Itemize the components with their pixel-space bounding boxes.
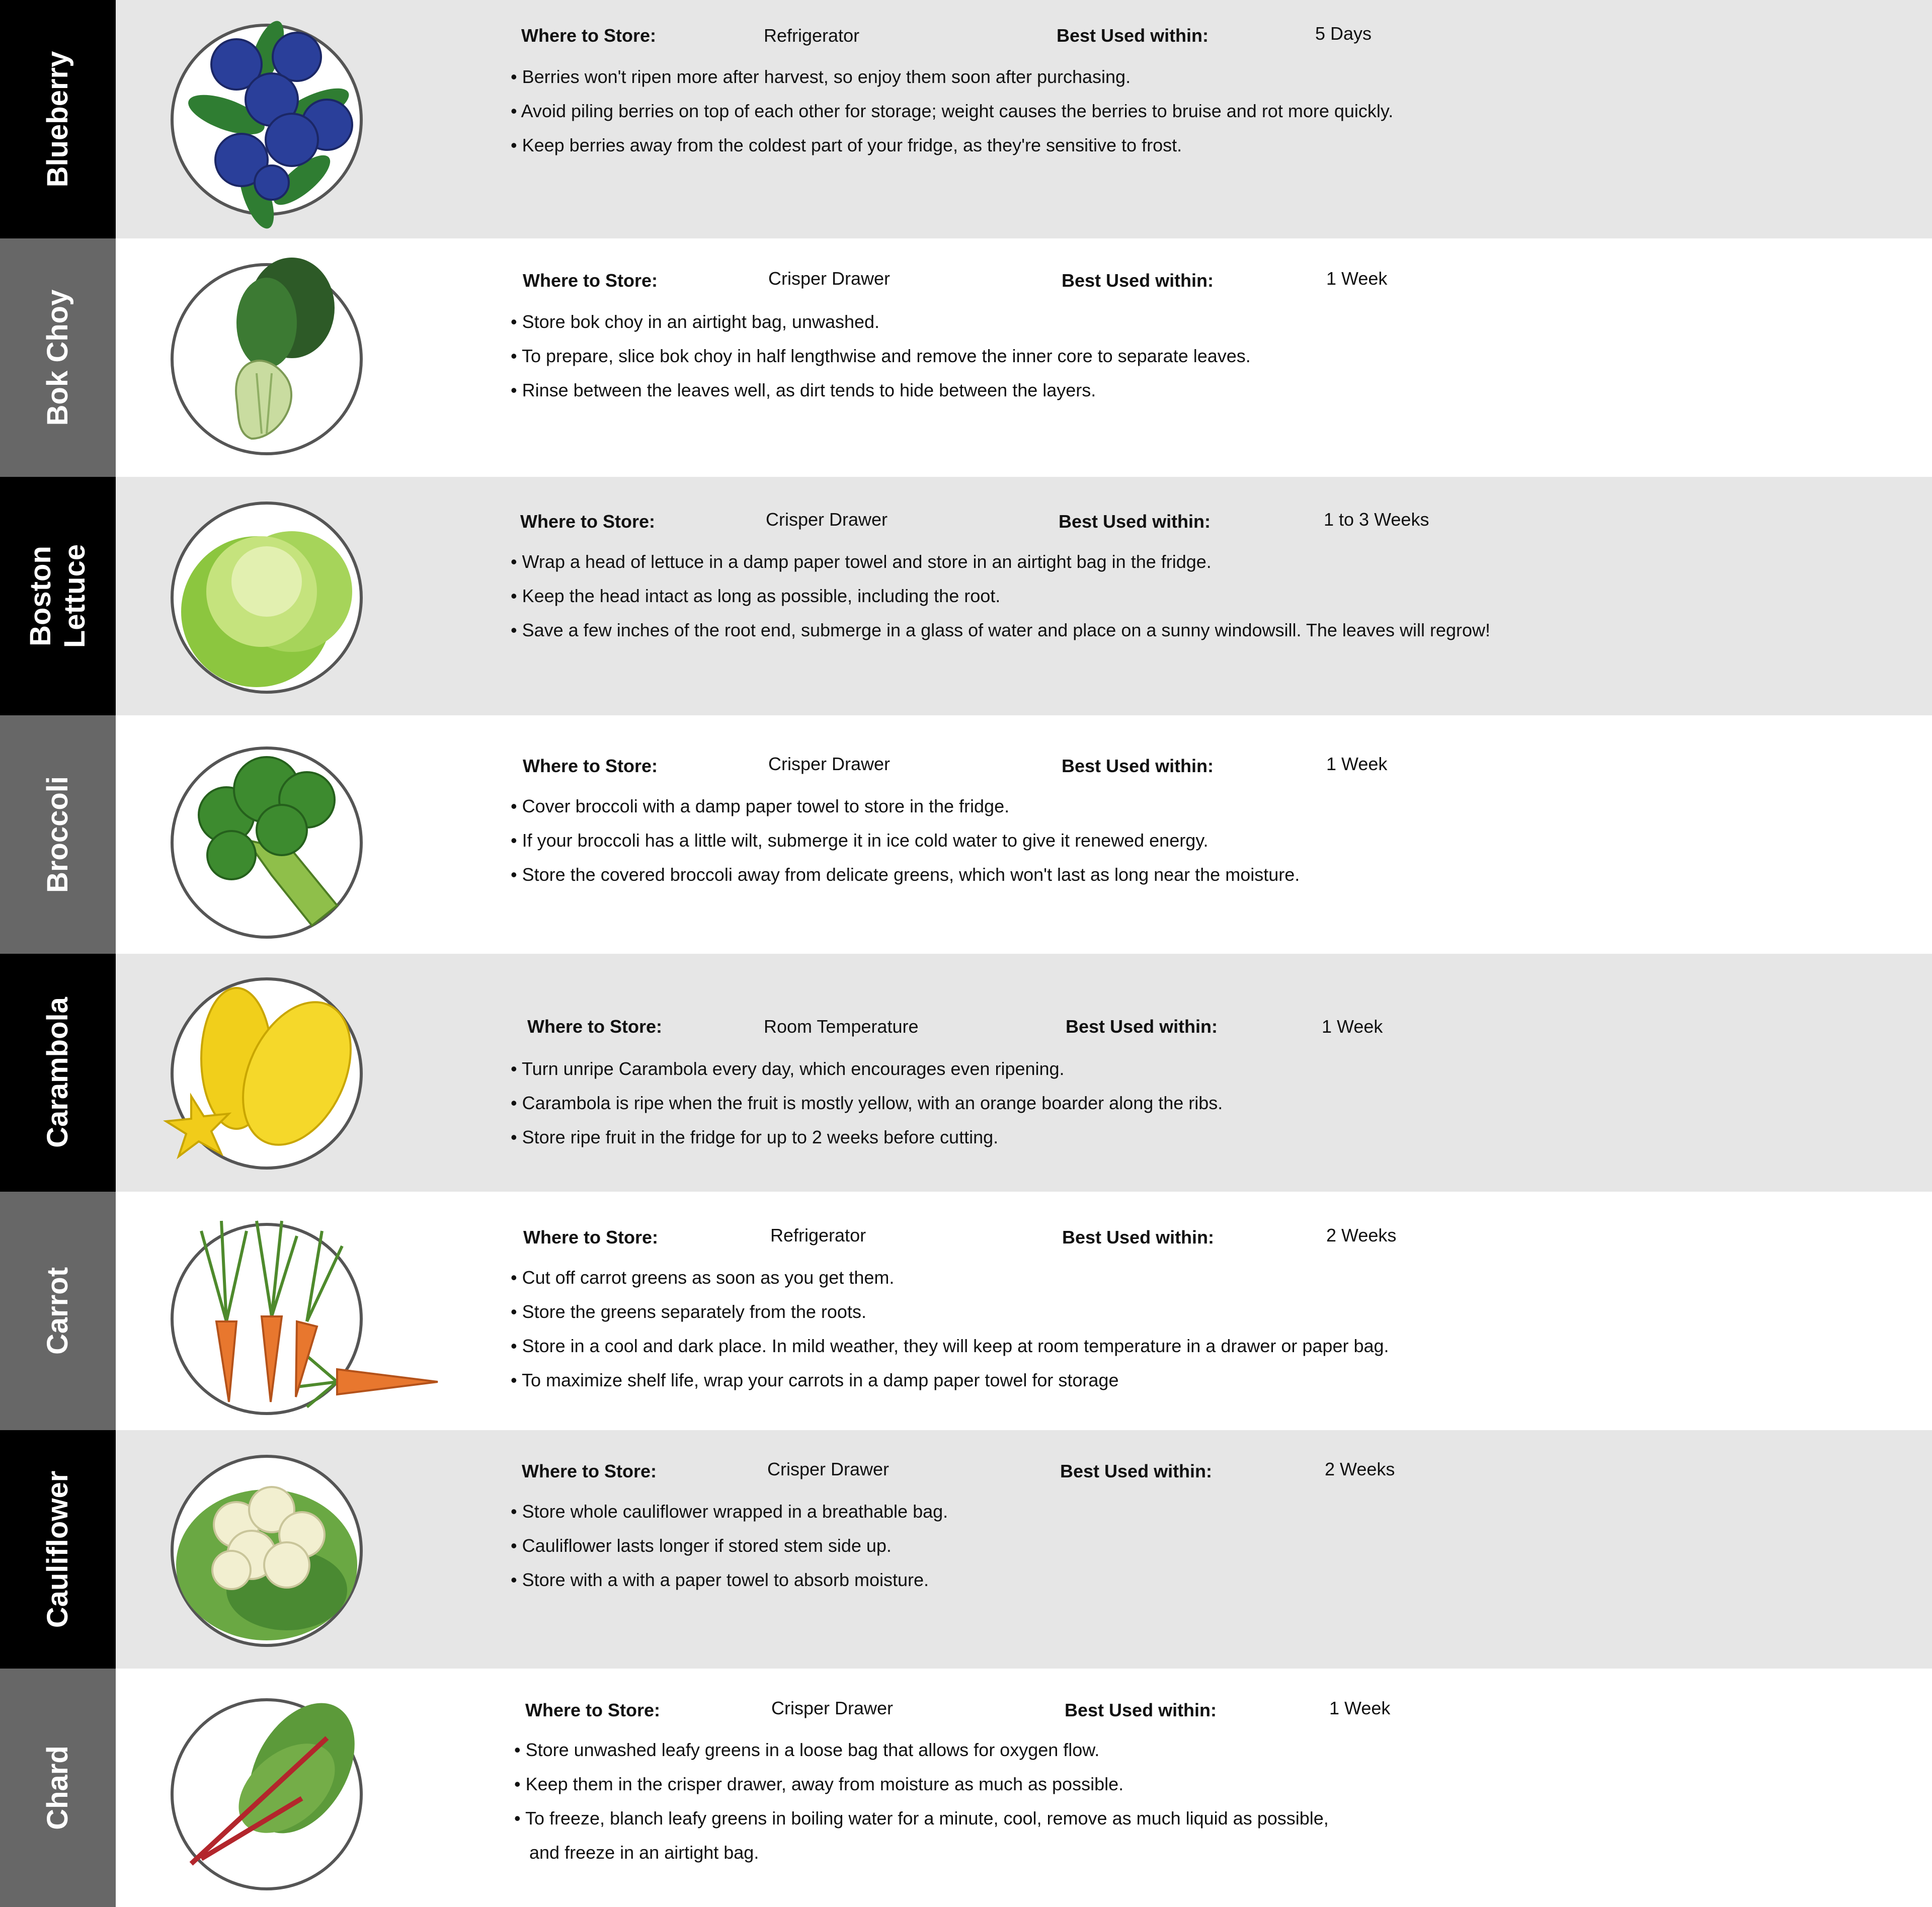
produce-name-tab (0, 477, 116, 715)
tip-item: • Carambola is ripe when the fruit is mostly yellow, with an orange boarder along the ribs. (511, 1092, 1223, 1113)
produce-row (0, 954, 1932, 1192)
tip-item: and freeze in an airtight bag. (514, 1842, 759, 1863)
where-to-store-value: Crisper Drawer (767, 1459, 890, 1480)
best-used-label: Best Used within: (1060, 1461, 1213, 1482)
best-used-label: Best Used within: (1059, 511, 1211, 532)
produce-name: Bok Choy (41, 289, 74, 426)
broccoli-icon (136, 724, 498, 946)
bok-choy-icon (136, 247, 498, 469)
tip-item: • Store bok choy in an airtight bag, unwashed. (511, 311, 880, 332)
tip-item: • To freeze, blanch leafy greens in boiling water for a minute, cool, remove as much liquid as possible, (514, 1808, 1329, 1829)
tip-item: • Berries won't ripen more after harvest, so enjoy them soon after purchasing. (511, 66, 1131, 87)
where-to-store-label: Where to Store: (520, 511, 656, 532)
best-used-label: Best Used within: (1062, 270, 1214, 291)
tip-item: • Store unwashed leafy greens in a loose bag that allows for oxygen flow. (514, 1739, 1100, 1761)
cauliflower-icon (136, 1439, 498, 1661)
tips-list (511, 789, 1300, 892)
tips-list (511, 1261, 1389, 1397)
produce-row (0, 1669, 1932, 1907)
blueberry-icon (136, 9, 498, 230)
produce-row (0, 238, 1932, 477)
best-used-value: 1 Week (1326, 268, 1388, 289)
best-used-label: Best Used within: (1057, 25, 1209, 46)
best-used-label: Best Used within: (1065, 1700, 1217, 1721)
where-to-store-label: Where to Store: (523, 270, 658, 291)
tips-list (511, 305, 1251, 407)
tip-item: • To prepare, slice bok choy in half lengthwise and remove the inner core to separate leaves. (511, 345, 1251, 366)
best-used-value: 2 Weeks (1326, 1225, 1397, 1246)
tip-item: • Store with a with a paper towel to absorb moisture. (511, 1569, 929, 1591)
tip-item: • To maximize shelf life, wrap your carrots in a damp paper towel for storage (511, 1370, 1119, 1391)
where-to-store-value: Refrigerator (770, 1225, 866, 1246)
where-to-store-label: Where to Store: (522, 1461, 657, 1482)
tip-item: • Store the greens separately from the roots. (511, 1301, 866, 1322)
produce-row (0, 1192, 1932, 1430)
tip-item: • Rinse between the leaves well, as dirt tends to hide between the layers. (511, 379, 1096, 400)
where-to-store-label: Where to Store: (523, 755, 658, 776)
best-used-value: 1 Week (1326, 753, 1388, 774)
tip-item: • Cauliflower lasts longer if stored stem side up. (511, 1535, 892, 1556)
produce-name-tab (0, 1669, 116, 1907)
produce-name: Boston Lettuce (24, 544, 91, 648)
where-to-store-value: Crisper Drawer (768, 268, 891, 289)
produce-name: Blueberry (41, 51, 74, 188)
produce-name-tab (0, 238, 116, 477)
tip-item: • If your broccoli has a little wilt, submerge it in ice cold water to give it renewed energy. (511, 830, 1209, 851)
best-used-label: Best Used within: (1066, 1016, 1218, 1037)
tip-item: • Turn unripe Carambola every day, which encourages even ripening. (511, 1058, 1065, 1079)
produce-name-tab (0, 715, 116, 954)
tip-item: • Wrap a head of lettuce in a damp paper towel and store in an airtight bag in the fridge. (511, 551, 1212, 572)
produce-name: Cauliflower (41, 1470, 74, 1628)
tip-item: • Avoid piling berries on top of each other for storage; weight causes the berries to bruise and rot more quickly. (511, 101, 1394, 121)
tip-item: • Cover broccoli with a damp paper towel to store in the fridge. (511, 795, 1010, 816)
carambola-icon (136, 963, 498, 1184)
best-used-value: 1 to 3 Weeks (1324, 509, 1429, 530)
produce-name-tab (0, 954, 116, 1192)
where-to-store-label: Where to Store: (523, 1227, 659, 1248)
where-to-store-label: Where to Store: (521, 25, 657, 46)
produce-name: Broccoli (41, 776, 74, 893)
tip-item: • Save a few inches of the root end, submerge in a glass of water and place on a sunny windowsill. The leaves will regrow! (511, 619, 1490, 640)
where-to-store-label: Where to Store: (527, 1016, 663, 1037)
best-used-label: Best Used within: (1062, 755, 1214, 776)
where-to-store-label: Where to Store: (525, 1700, 661, 1721)
tip-item: • Store in a cool and dark place. In mild weather, they will keep at room temperature in a drawer or paper bag. (511, 1336, 1389, 1357)
best-used-value: 2 Weeks (1325, 1459, 1395, 1480)
tips-list (511, 545, 1490, 647)
boston-lettuce-icon (136, 486, 498, 707)
chard-icon (136, 1678, 498, 1899)
tips-list (514, 1733, 1329, 1870)
where-to-store-value: Refrigerator (764, 25, 860, 46)
tip-item: • Keep the head intact as long as possible, including the root. (511, 585, 1001, 606)
carrot-icon (136, 1201, 498, 1422)
produce-name: Carambola (41, 997, 74, 1148)
tip-item: • Cut off carrot greens as soon as you get them. (511, 1267, 895, 1288)
tip-item: • Store whole cauliflower wrapped in a breathable bag. (511, 1501, 948, 1522)
where-to-store-value: Crisper Drawer (766, 509, 888, 530)
tips-list (511, 1495, 948, 1597)
tips-list (511, 1052, 1223, 1154)
best-used-value: 5 Days (1315, 23, 1372, 44)
produce-row (0, 477, 1932, 715)
where-to-store-value: Crisper Drawer (771, 1698, 894, 1719)
produce-name: Carrot (41, 1267, 74, 1355)
produce-row (0, 0, 1932, 238)
tip-item: • Keep them in the crisper drawer, away from moisture as much as possible. (514, 1774, 1124, 1795)
tip-item: • Keep berries away from the coldest part of your fridge, as they're sensitive to frost. (511, 135, 1182, 155)
where-to-store-value: Crisper Drawer (768, 753, 891, 774)
produce-name-tab (0, 0, 116, 238)
produce-row (0, 1430, 1932, 1669)
best-used-value: 1 Week (1329, 1698, 1391, 1719)
tips-list (511, 60, 1393, 162)
best-used-label: Best Used within: (1062, 1227, 1215, 1248)
where-to-store-value: Room Temperature (764, 1016, 919, 1037)
tip-item: • Store the covered broccoli away from delicate greens, which won't last as long near the moisture. (511, 864, 1300, 885)
tip-item: • Store ripe fruit in the fridge for up to 2 weeks before cutting. (511, 1126, 999, 1147)
produce-row (0, 715, 1932, 954)
produce-name-tab (0, 1192, 116, 1430)
produce-name-tab (0, 1430, 116, 1669)
best-used-value: 1 Week (1322, 1016, 1383, 1037)
produce-name: Chard (41, 1746, 74, 1830)
